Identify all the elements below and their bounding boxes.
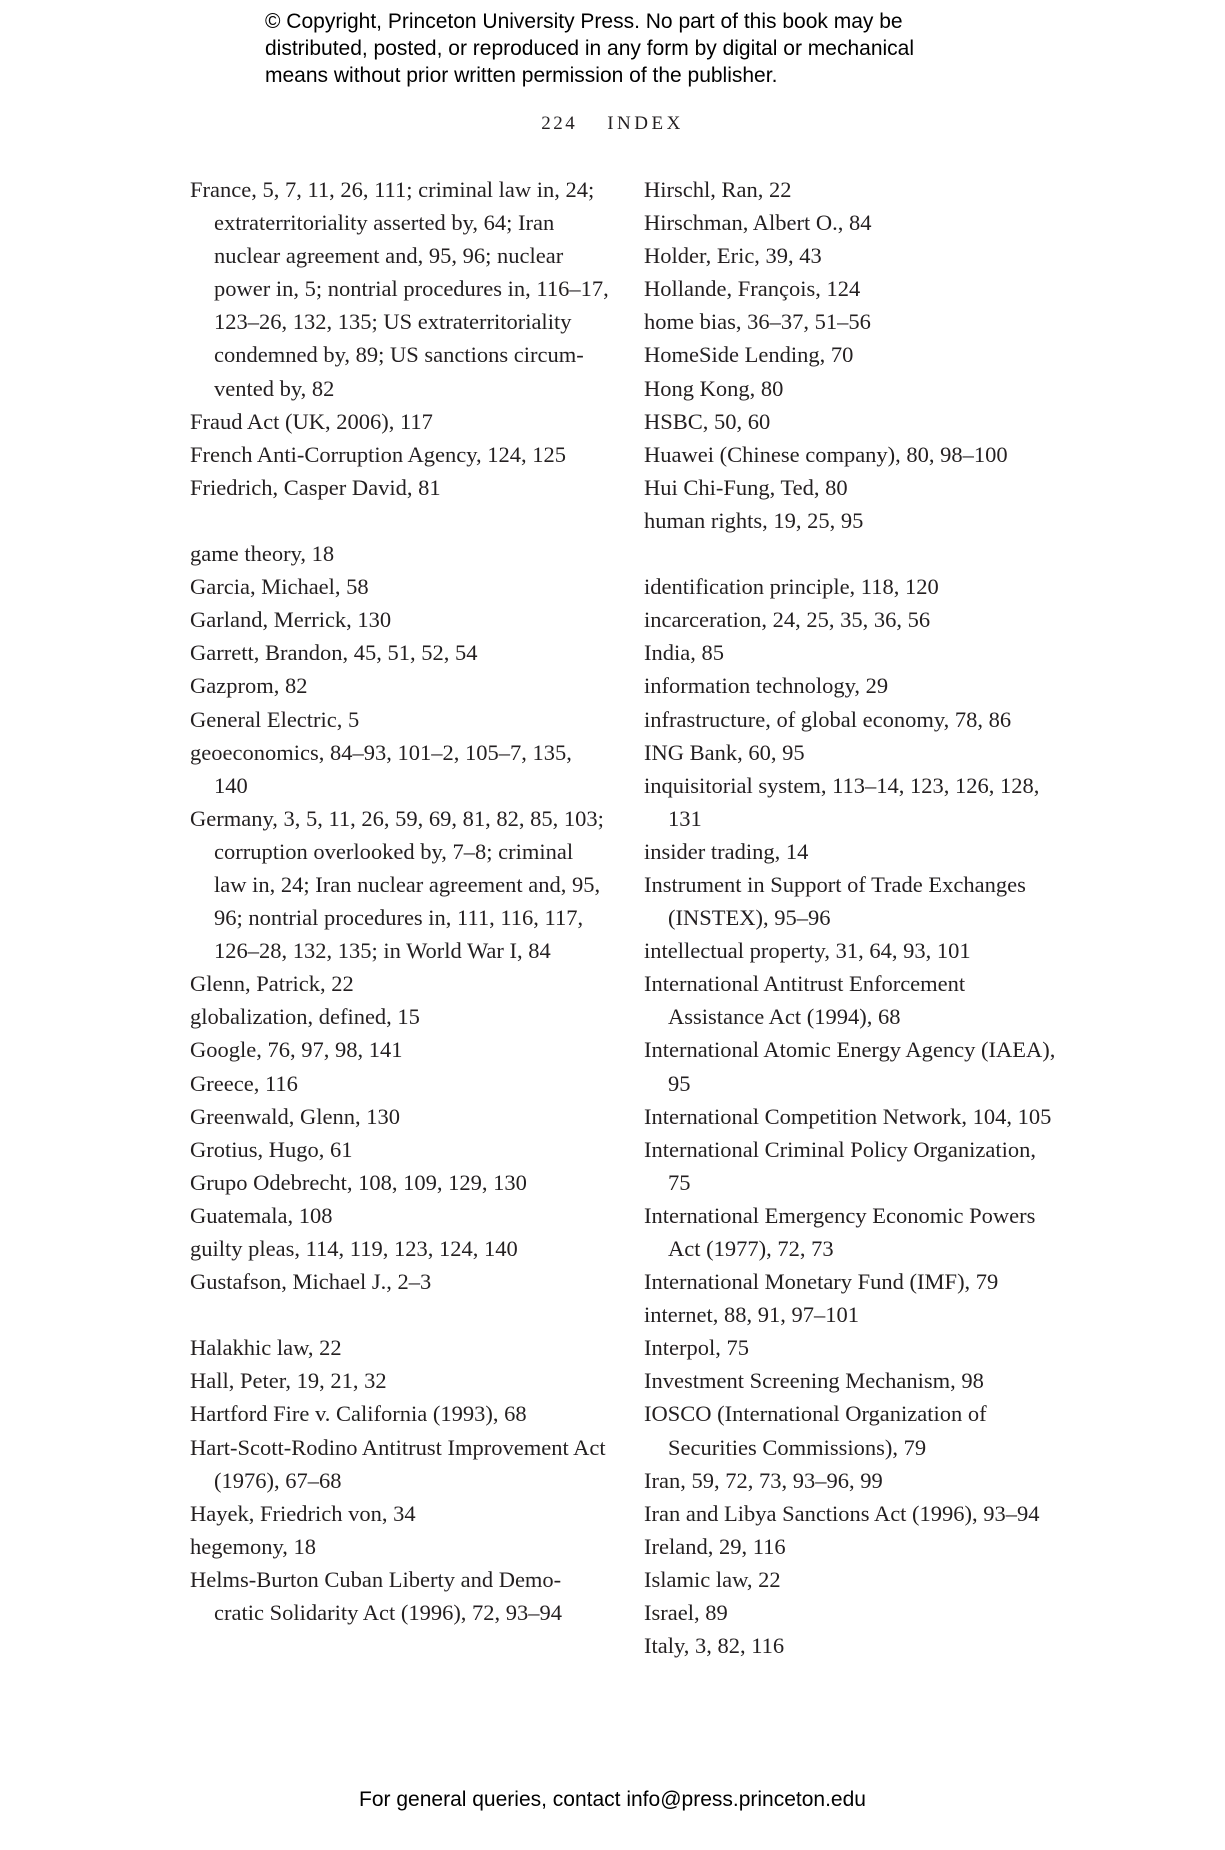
index-entry: Italy, 3, 82, 116 xyxy=(644,1633,785,1659)
index-entry: Germany, 3, 5, 11, 26, 59, 69, 81, 82, 85, 103; corruption overlooked by, 7–8; criminal law in, 24; Iran nuclear agreement and, 95, 96; nontrial procedures in, 111, 116, 117, 126–28, 132, 135; in World War I, 84 xyxy=(190,805,604,964)
index-entry: France, 5, 7, 11, 26, 111; criminal law in, 24; extraterritoriality asserted by, 64; Iran nuclear agreement and, 95, 96; nuclear power in, 5; nontrial procedures in, 116–17, 123–26, 132, 135; US extraterritoriality condemned by, 89; US sanctions circum-vented by, 82 xyxy=(190,177,609,401)
index-entry: International Criminal Policy Organization, 75 xyxy=(644,1136,1036,1195)
index-entry: Fraud Act (UK, 2006), 117 xyxy=(190,408,433,434)
index-column-right xyxy=(644,173,1064,1662)
index-entry: Garland, Merrick, 130 xyxy=(190,607,392,633)
index-entry: Hollande, François, 124 xyxy=(644,276,861,302)
index-entry: Hayek, Friedrich von, 34 xyxy=(190,1500,416,1526)
index-entry: Hart-Scott-Rodino Antitrust Improvement Act (1976), 67–68 xyxy=(190,1434,606,1493)
index-entry: Grotius, Hugo, 61 xyxy=(190,1136,353,1162)
index-entry: Google, 76, 97, 98, 141 xyxy=(190,1037,403,1063)
index-entry: intellectual property, 31, 64, 93, 101 xyxy=(644,938,971,964)
running-head xyxy=(0,113,1225,135)
index-entry: Interpol, 75 xyxy=(644,1335,749,1361)
copyright-line: distributed, posted, or reproduced in any form by digital or mechanical xyxy=(265,37,915,60)
index-entry: Iran, 59, 72, 73, 93–96, 99 xyxy=(644,1467,883,1493)
index-entry: International Monetary Fund (IMF), 79 xyxy=(644,1269,999,1295)
index-entry: French Anti-Corruption Agency, 124, 125 xyxy=(190,441,566,467)
index-entry: Glenn, Patrick, 22 xyxy=(190,971,354,997)
index-entry: information technology, 29 xyxy=(644,673,889,699)
index-entry: Israel, 89 xyxy=(644,1600,728,1626)
index-entry: geoeconomics, 84–93, 101–2, 105–7, 135, 140 xyxy=(190,739,572,798)
index-entry: Grupo Odebrecht, 108, 109, 129, 130 xyxy=(190,1169,527,1195)
index-entry: Investment Screening Mechanism, 98 xyxy=(644,1368,984,1394)
index-entry: Hall, Peter, 19, 21, 32 xyxy=(190,1368,387,1394)
index-entry: guilty pleas, 114, 119, 123, 124, 140 xyxy=(190,1236,518,1261)
index-entry: Greenwald, Glenn, 130 xyxy=(190,1103,400,1129)
index-entry: incarceration, 24, 25, 35, 36, 56 xyxy=(644,607,931,633)
index-entry: International Antitrust Enforcement Assistance Act (1994), 68 xyxy=(644,971,966,1030)
footer-contact: For general queries, contact info@press.princeton.edu xyxy=(359,1788,866,1811)
index-entry: Islamic law, 22 xyxy=(644,1566,781,1592)
index-entry: Greece, 116 xyxy=(190,1070,298,1096)
index-entry: internet, 88, 91, 97–101 xyxy=(644,1302,859,1328)
index-entry: hegemony, 18 xyxy=(190,1533,317,1559)
index-entry: Holder, Eric, 39, 43 xyxy=(644,243,822,269)
index-entry: Hirschman, Albert O., 84 xyxy=(644,210,872,236)
index-entry: Instrument in Support of Trade Exchanges (INSTEX), 95–96 xyxy=(644,871,1026,931)
index-entry: Garcia, Michael, 58 xyxy=(190,574,369,600)
index-entry: Hui Chi-Fung, Ted, 80 xyxy=(644,474,848,500)
copyright-notice xyxy=(265,8,1025,89)
section-gap xyxy=(190,504,610,537)
index-entry: Gazprom, 82 xyxy=(190,673,308,699)
index-entry: Garrett, Brandon, 45, 51, 52, 54 xyxy=(190,640,478,666)
page-number: 224 xyxy=(541,113,578,134)
index-entry: Halakhic law, 22 xyxy=(190,1335,342,1361)
index-entry: globalization, defined, 15 xyxy=(190,1004,420,1030)
index-entry: Guatemala, 108 xyxy=(190,1202,333,1228)
index-entry: human rights, 19, 25, 95 xyxy=(644,507,864,533)
page-title: INDEX xyxy=(607,113,684,134)
index-entry: International Emergency Economic Powers Act (1977), 72, 73 xyxy=(644,1202,1036,1261)
index-entry: home bias, 36–37, 51–56 xyxy=(644,309,871,335)
copyright-line: © Copyright, Princeton University Press. No part of this book may be xyxy=(265,10,903,33)
index-entry: game theory, 18 xyxy=(190,541,335,567)
index-entry: International Competition Network, 104, 105 xyxy=(644,1103,1052,1129)
index-entry: infrastructure, of global economy, 78, 86 xyxy=(644,706,1012,732)
index-entry: Ireland, 29, 116 xyxy=(644,1533,786,1559)
index-entry: Gustafson, Michael J., 2–3 xyxy=(190,1269,432,1295)
index-entry: Friedrich, Casper David, 81 xyxy=(190,474,441,500)
index-entry: Iran and Libya Sanctions Act (1996), 93–94 xyxy=(644,1500,1040,1526)
section-gap xyxy=(644,537,1064,570)
index-entry: ING Bank, 60, 95 xyxy=(644,739,805,765)
index-entry: HSBC, 50, 60 xyxy=(644,408,771,434)
index-entry: India, 85 xyxy=(644,640,724,666)
index-entry: Hong Kong, 80 xyxy=(644,375,784,401)
index-entry: inquisitorial system, 113–14, 123, 126, 128, 131 xyxy=(644,772,1040,831)
index-entry: Helms-Burton Cuban Liberty and Demo-cratic Solidarity Act (1996), 72, 93–94 xyxy=(190,1566,563,1626)
index-entry: General Electric, 5 xyxy=(190,706,360,732)
copyright-line: means without prior written permission of the publisher. xyxy=(265,64,778,87)
index-entry: HomeSide Lending, 70 xyxy=(644,342,854,368)
index-entry: Hirschl, Ran, 22 xyxy=(644,177,792,202)
index-entry: identification principle, 118, 120 xyxy=(644,574,939,600)
section-gap xyxy=(190,1298,610,1331)
index-entry: IOSCO (International Organization of Securities Commissions), 79 xyxy=(644,1401,987,1460)
index-entry: insider trading, 14 xyxy=(644,838,809,864)
index-entry: Huawei (Chinese company), 80, 98–100 xyxy=(644,441,1008,467)
index-entry: Hartford Fire v. California (1993), 68 xyxy=(190,1401,527,1427)
index-column-left xyxy=(190,173,610,1629)
index-entry: International Atomic Energy Agency (IAEA), 95 xyxy=(644,1037,1056,1096)
